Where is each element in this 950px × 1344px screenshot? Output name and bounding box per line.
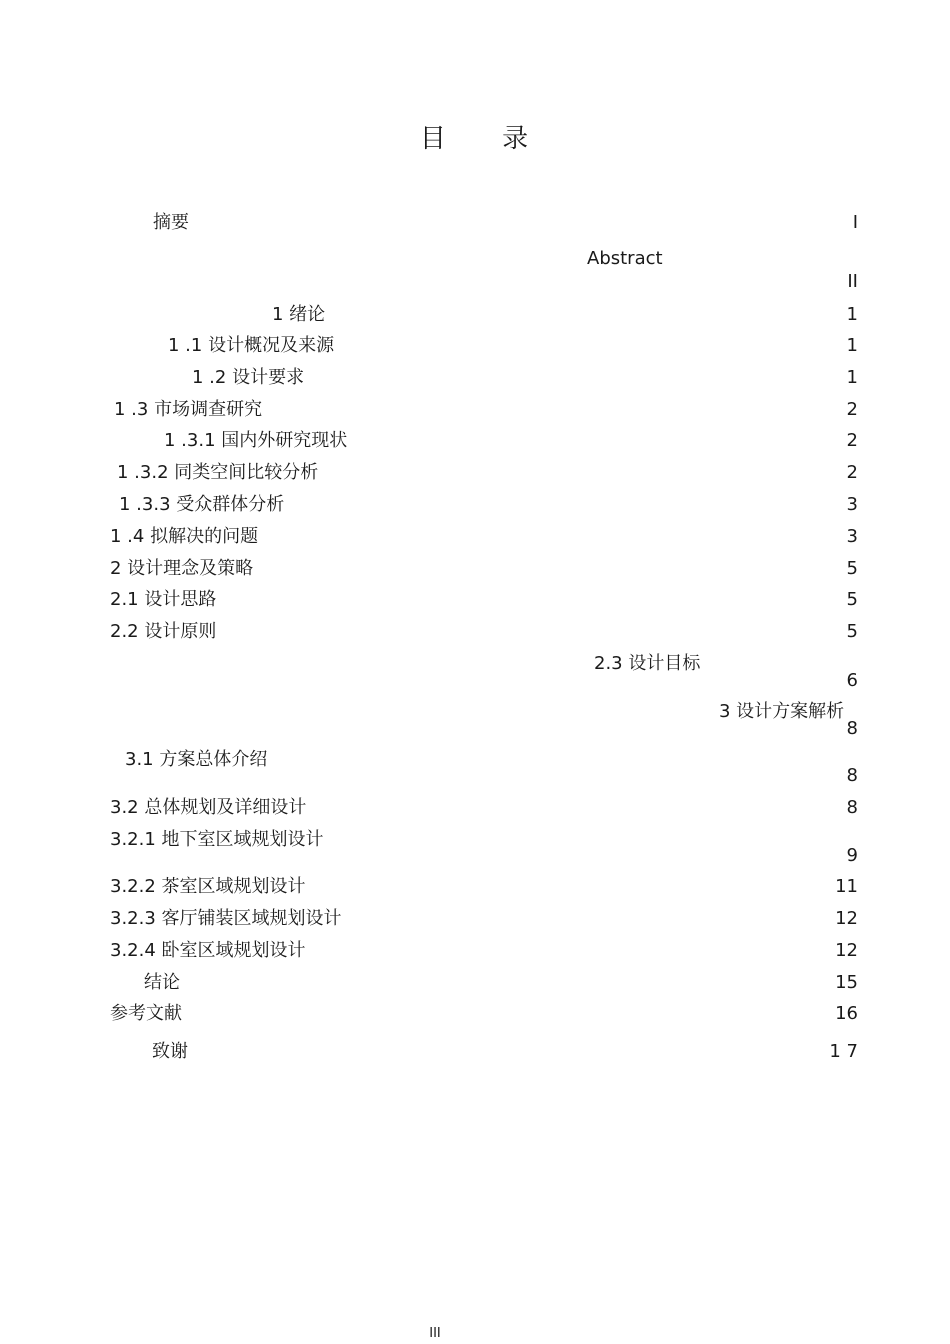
toc-entry-label[interactable]: 2.1 设计思路 [110, 589, 217, 610]
toc-page-number: II [847, 271, 858, 292]
toc-page-number: 8 [846, 797, 858, 818]
page-number: III [429, 1326, 441, 1341]
toc-page-number: 16 [835, 1003, 858, 1024]
toc-page-number: 8 [846, 718, 858, 739]
toc-page-number: 1 [846, 335, 858, 356]
page-title: 目 录 [419, 124, 553, 154]
toc-entry-label[interactable]: 致谢 [152, 1041, 188, 1062]
toc-page-number: 1 [846, 304, 858, 325]
toc-entry-label[interactable]: 1 .2 设计要求 [192, 367, 305, 388]
toc-entry-label[interactable]: 2.3 设计目标 [594, 653, 701, 674]
toc-page-number: 9 [846, 845, 858, 866]
toc-entry-label[interactable]: 3.2.3 客厅铺装区域规划设计 [110, 908, 342, 929]
toc-page-number: 1 [846, 367, 858, 388]
toc-page-number: 8 [846, 765, 858, 786]
toc-entry-label[interactable]: 参考文献 [110, 1003, 182, 1024]
toc-entry-label[interactable]: 结论 [144, 972, 180, 993]
toc-entry-label[interactable]: Abstract [587, 248, 663, 269]
toc-page-number: 5 [846, 558, 858, 579]
toc-page-number: 2 [846, 462, 858, 483]
toc-entry-label[interactable]: 1 .4 拟解决的问题 [110, 526, 259, 547]
toc-entry-label[interactable]: 3.2.4 卧室区域规划设计 [110, 940, 306, 961]
toc-page-number: I [852, 212, 858, 233]
toc-entry-label[interactable]: 3.2.1 地下室区域规划设计 [110, 829, 324, 850]
toc-page-number: 5 [846, 621, 858, 642]
toc-entry-label[interactable]: 1 .3.3 受众群体分析 [119, 494, 285, 515]
toc-page-number: 1 7 [829, 1041, 858, 1062]
toc-page-number: 15 [835, 972, 858, 993]
toc-entry-label[interactable]: 3.1 方案总体介绍 [125, 749, 268, 770]
toc-entry-label[interactable]: 1 .3.1 国内外研究现状 [164, 430, 348, 451]
toc-entry-label[interactable]: 3.2.2 茶室区域规划设计 [110, 876, 306, 897]
toc-entry-label[interactable]: 1 .1 设计概况及来源 [168, 335, 335, 356]
toc-page-number: 5 [846, 589, 858, 610]
toc-page-number: 2 [846, 430, 858, 451]
toc-entry-label[interactable]: 3.2 总体规划及详细设计 [110, 797, 307, 818]
toc-page-number: 2 [846, 399, 858, 420]
toc-entry-label[interactable]: 1 .3 市场调查研究 [114, 399, 263, 420]
toc-entry-label[interactable]: 1 .3.2 同类空间比较分析 [117, 462, 319, 483]
toc-page-number: 12 [835, 908, 858, 929]
toc-page-number: 6 [846, 670, 858, 691]
toc-entry-label[interactable]: 2.2 设计原则 [110, 621, 217, 642]
toc-page-number: 11 [835, 876, 858, 897]
toc-page-number: 12 [835, 940, 858, 961]
toc-entry-label[interactable]: 1 绪论 [272, 304, 326, 325]
toc-entry-label[interactable]: 摘要 [153, 212, 189, 233]
toc-page-number: 3 [846, 494, 858, 515]
toc-entry-label[interactable]: 3 设计方案解析 [719, 701, 845, 722]
toc-page-number: 3 [846, 526, 858, 547]
toc-entry-label[interactable]: 2 设计理念及策略 [110, 558, 254, 579]
